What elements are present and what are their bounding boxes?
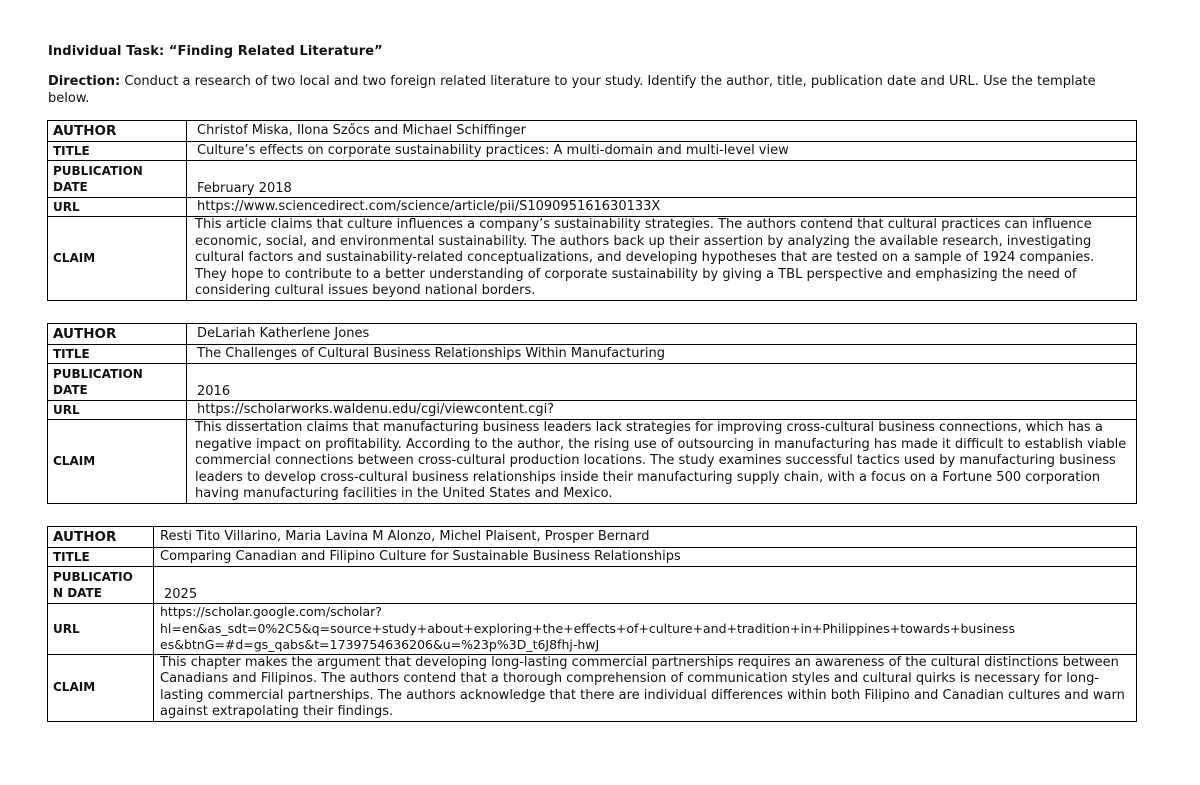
title-label: TITLE <box>48 345 187 364</box>
url-value[interactable]: https://www.sciencedirect.com/science/article/pii/S109095161630133X <box>187 198 1137 217</box>
publication-date-label-line1: PUBLICATION <box>53 163 143 178</box>
author-row <box>48 324 1137 345</box>
title-row <box>48 548 1137 567</box>
publication-date-label-line1: PUBLICATIO <box>53 569 133 584</box>
publication-date-label <box>48 567 154 604</box>
author-value: Christof Miska, Ilona Szőcs and Michael Schiffinger <box>187 121 1137 142</box>
author-value: Resti Tito Villarino, Maria Lavina M Alonzo, Michel Plaisent, Prosper Bernard <box>154 527 1137 548</box>
title-value: The Challenges of Cultural Business Relationships Within Manufacturing <box>187 345 1137 364</box>
claim-row <box>48 217 1137 301</box>
claim-value: This article claims that culture influences a company’s sustainability strategies. The authors contend that cultural practices can influence economic, social, and environmental sustainability. The authors back up their assertion by analyzing the available research, investigating cultural factors and sustainability-related conceptualizations, and developing hypotheses that are tested on a sample of 1924 companies. They hope to contribute to a better understanding of corporate sustainability by giving a TBL perspective and emphasizing the need of considering cultural issues beyond national borders. <box>187 217 1137 301</box>
claim-value: This chapter makes the argument that developing long-lasting commercial partnerships requires an awareness of the cultural distinctions between Canadians and Filipinos. The authors contend that a thorough comprehension of communication styles and cultural quirks is necessary for long-lasting commercial partnerships. The authors acknowledge that there are individual differences within both Filipino and Canadian cultures and warn against extrapolating their findings. <box>154 654 1137 721</box>
author-row <box>48 121 1137 142</box>
title-value: Comparing Canadian and Filipino Culture for Sustainable Business Relationships <box>154 548 1137 567</box>
author-label: AUTHOR <box>48 121 187 142</box>
url-line-1[interactable]: https://scholar.google.com/scholar? <box>160 604 382 619</box>
url-line-3[interactable]: es&btnG=#d=gs_qabs&t=1739754636206&u=%23p%3D_t6J8fhj-hwJ <box>160 637 600 652</box>
url-label: URL <box>48 198 187 217</box>
publication-date-label-line1: PUBLICATION <box>53 366 143 381</box>
publication-date-value: 2025 <box>154 567 1137 604</box>
page-title: Individual Task: “Finding Related Literature” <box>48 44 383 59</box>
publication-date-label-line2: DATE <box>53 180 88 194</box>
literature-table-1 <box>47 120 1137 301</box>
url-row <box>48 198 1137 217</box>
title-value: Culture’s effects on corporate sustainability practices: A multi-domain and multi-level view <box>187 142 1137 161</box>
url-line-2[interactable]: hl=en&as_sdt=0%2C5&q=source+study+about+exploring+the+effects+of+culture+and+tradition+in+Philippines+towards+business <box>160 620 1015 636</box>
publication-date-label <box>48 161 187 198</box>
publication-date-row <box>48 161 1137 198</box>
url-value[interactable]: https://scholarworks.waldenu.edu/cgi/viewcontent.cgi? <box>187 401 1137 420</box>
url-label: URL <box>48 401 187 420</box>
url-label: URL <box>48 604 154 655</box>
publication-date-value: February 2018 <box>187 161 1137 198</box>
author-row <box>48 527 1137 548</box>
direction-text: Conduct a research of two local and two foreign related literature to your study. Identify the author, title, publication date and URL. Use the template below. <box>48 74 1096 106</box>
title-row <box>48 345 1137 364</box>
direction-label: Direction: <box>48 74 121 89</box>
claim-label: CLAIM <box>48 420 187 504</box>
publication-date-label <box>48 364 187 401</box>
url-row <box>48 401 1137 420</box>
url-value[interactable] <box>154 604 1137 655</box>
claim-row <box>48 654 1137 721</box>
url-row <box>48 604 1137 655</box>
author-label: AUTHOR <box>48 527 154 548</box>
title-label: TITLE <box>48 548 154 567</box>
literature-table-3 <box>47 526 1137 722</box>
publication-date-label-line2: DATE <box>53 383 88 397</box>
author-value: DeLariah Katherlene Jones <box>187 324 1137 345</box>
publication-date-value: 2016 <box>187 364 1137 401</box>
title-row <box>48 142 1137 161</box>
title-label: TITLE <box>48 142 187 161</box>
publication-date-label-line2: N DATE <box>53 586 102 600</box>
author-label: AUTHOR <box>48 324 187 345</box>
claim-row <box>48 420 1137 504</box>
claim-label: CLAIM <box>48 654 154 721</box>
direction-paragraph <box>48 73 1138 107</box>
claim-value: This dissertation claims that manufacturing business leaders lack strategies for improving cross-cultural business connections, which has a negative impact on profitability. According to the author, the rising use of outsourcing in manufacturing has made it difficult to establish viable commercial connections between cross-cultural production locations. The study examines successful tactics used by manufacturing business leaders to develop cross-cultural business relationships inside their manufacturing supply chain, with a focus on a Fortune 500 corporation having manufacturing facilities in the United States and Mexico. <box>187 420 1137 504</box>
publication-date-row <box>48 364 1137 401</box>
claim-label: CLAIM <box>48 217 187 301</box>
literature-table-2 <box>47 323 1137 504</box>
publication-date-row <box>48 567 1137 604</box>
